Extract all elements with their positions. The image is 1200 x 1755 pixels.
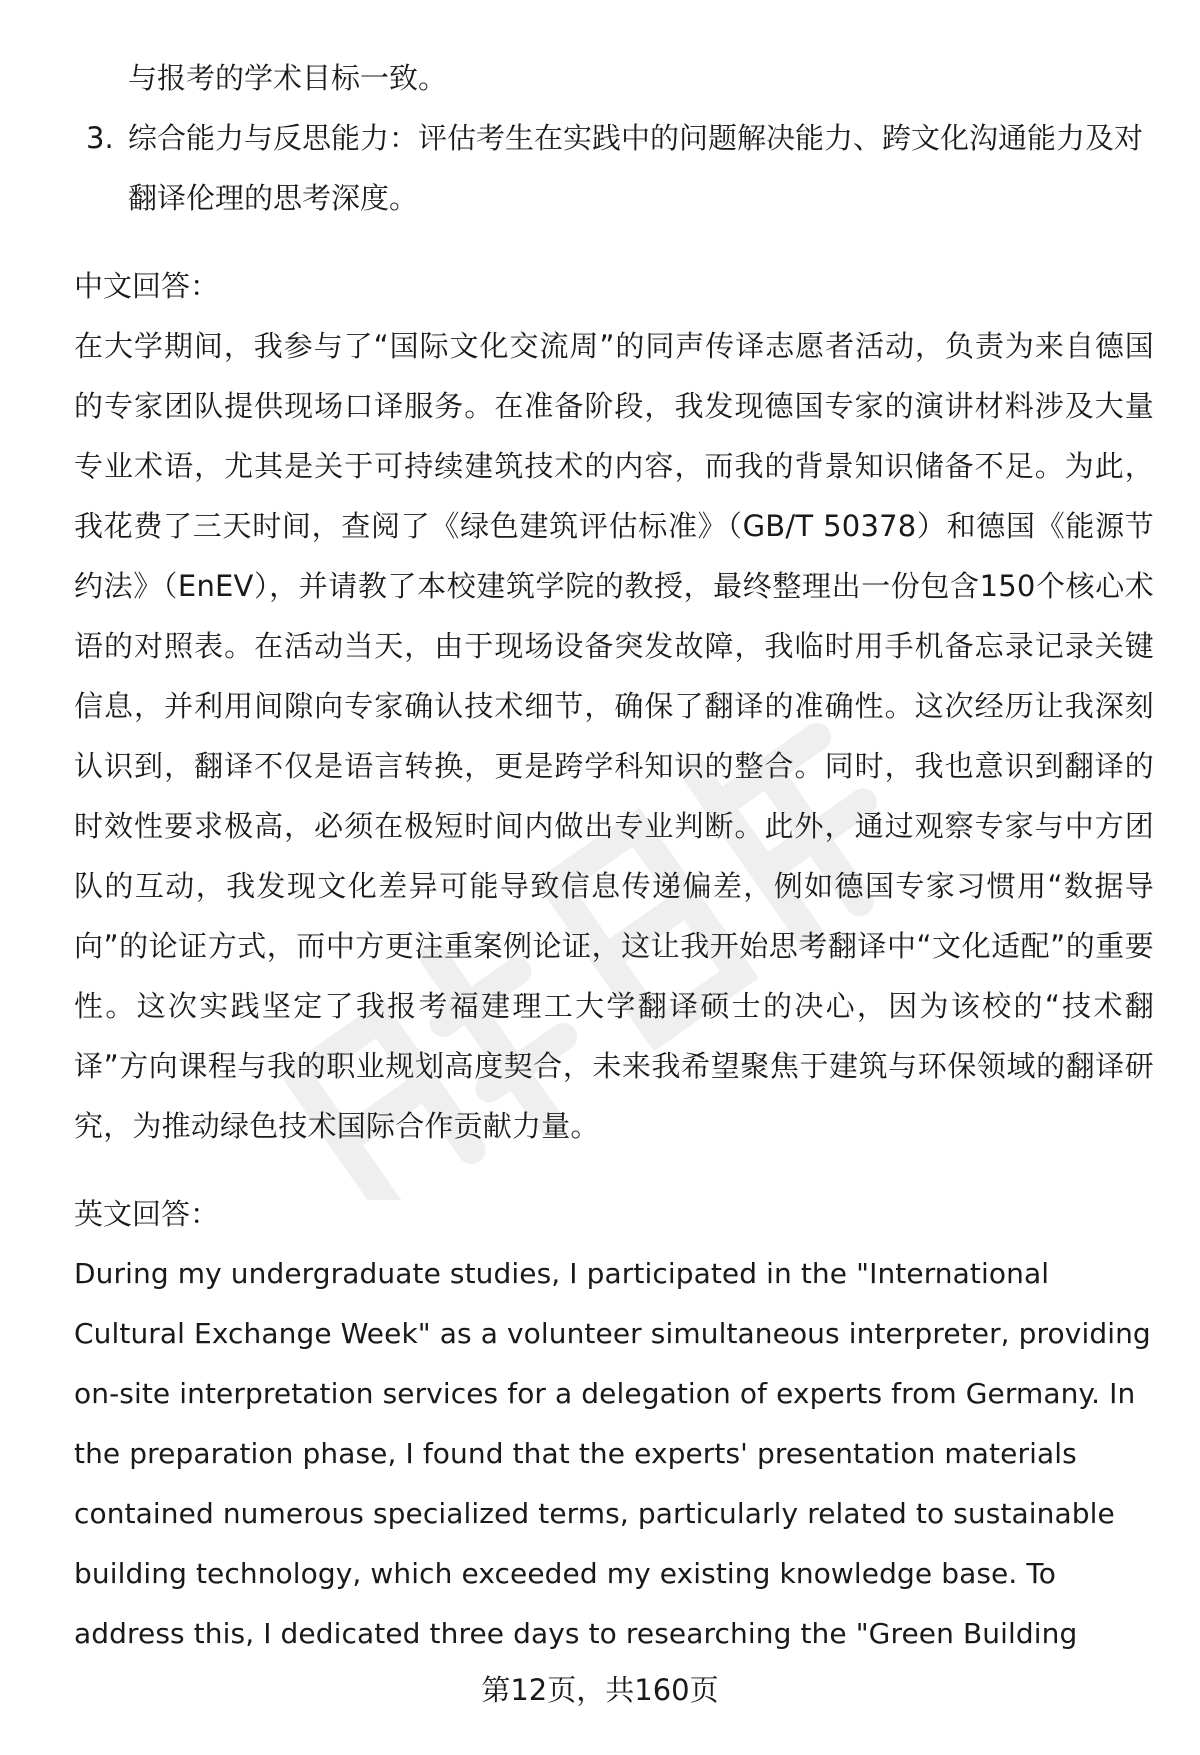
list-item-continuation: 与报考的学术目标一致。 [128,61,448,95]
page-number: 第12页，共160页 [481,1673,719,1707]
chinese-answer-label: 中文回答： [74,269,220,303]
list-item-3 [74,108,1154,228]
list-item-number: 3. [86,121,114,155]
english-answer-text: During my undergraduate studies, I participated in the "International Cultural Exchange Week" as a volunteer simultaneous interpreter, providing on-site interpretation services for a delegation of experts from Germany. In the preparation phase, I found that the experts' presentation materials contained numerous specialized terms, particularly related to sustainable building technology, which exceeded my existing knowledge base. To address this, I dedicated three days to researching the "Green Building [74,1257,1151,1650]
chinese-answer-text: 在大学期间，我参与了“国际文化交流周”的同声传译志愿者活动，负责为来自德国的专家团队提供现场口译服务。在准备阶段，我发现德国专家的演讲材料涉及大量专业术语，尤其是关于可持续建筑技术的内容，而我的背景知识储备不足。为此，我花费了三天时间，查阅了《绿色建筑评估标准》（GB/T 50378）和德国《能源节约法》（EnEV），并请教了本校建筑学院的教授，最终整理出一份包含150个核心术语的对照表。在活动当天，由于现场设备突发故障，我临时用手机备忘录记录关键信息，并利用间隙向专家确认技术细节，确保了翻译的准确性。这次经历让我深刻认识到，翻译不仅是语言转换，更是跨学科知识的整合。同时，我也意识到翻译的时效性要求极高，必须在极短时间内做出专业判断。此外，通过观察专家与中方团队的互动，我发现文化差异可能导致信息传递偏差，例如德国专家习惯用“数据导向”的论证方式，而中方更注重案例论证，这让我开始思考翻译中“文化适配”的重要性。这次实践坚定了我报考福建理工大学翻译硕士的决心，因为该校的“技术翻译”方向课程与我的职业规划高度契合，未来我希望聚焦于建筑与环保领域的翻译研究，为推动绿色技术国际合作贡献力量。 [74,329,1154,1143]
english-answer-label: 英文回答： [74,1197,220,1231]
list-item-text: 综合能力与反思能力：评估考生在实践中的问题解决能力、跨文化沟通能力及对翻译伦理的思考深度。 [128,121,1144,215]
document-page [74,48,1154,1664]
